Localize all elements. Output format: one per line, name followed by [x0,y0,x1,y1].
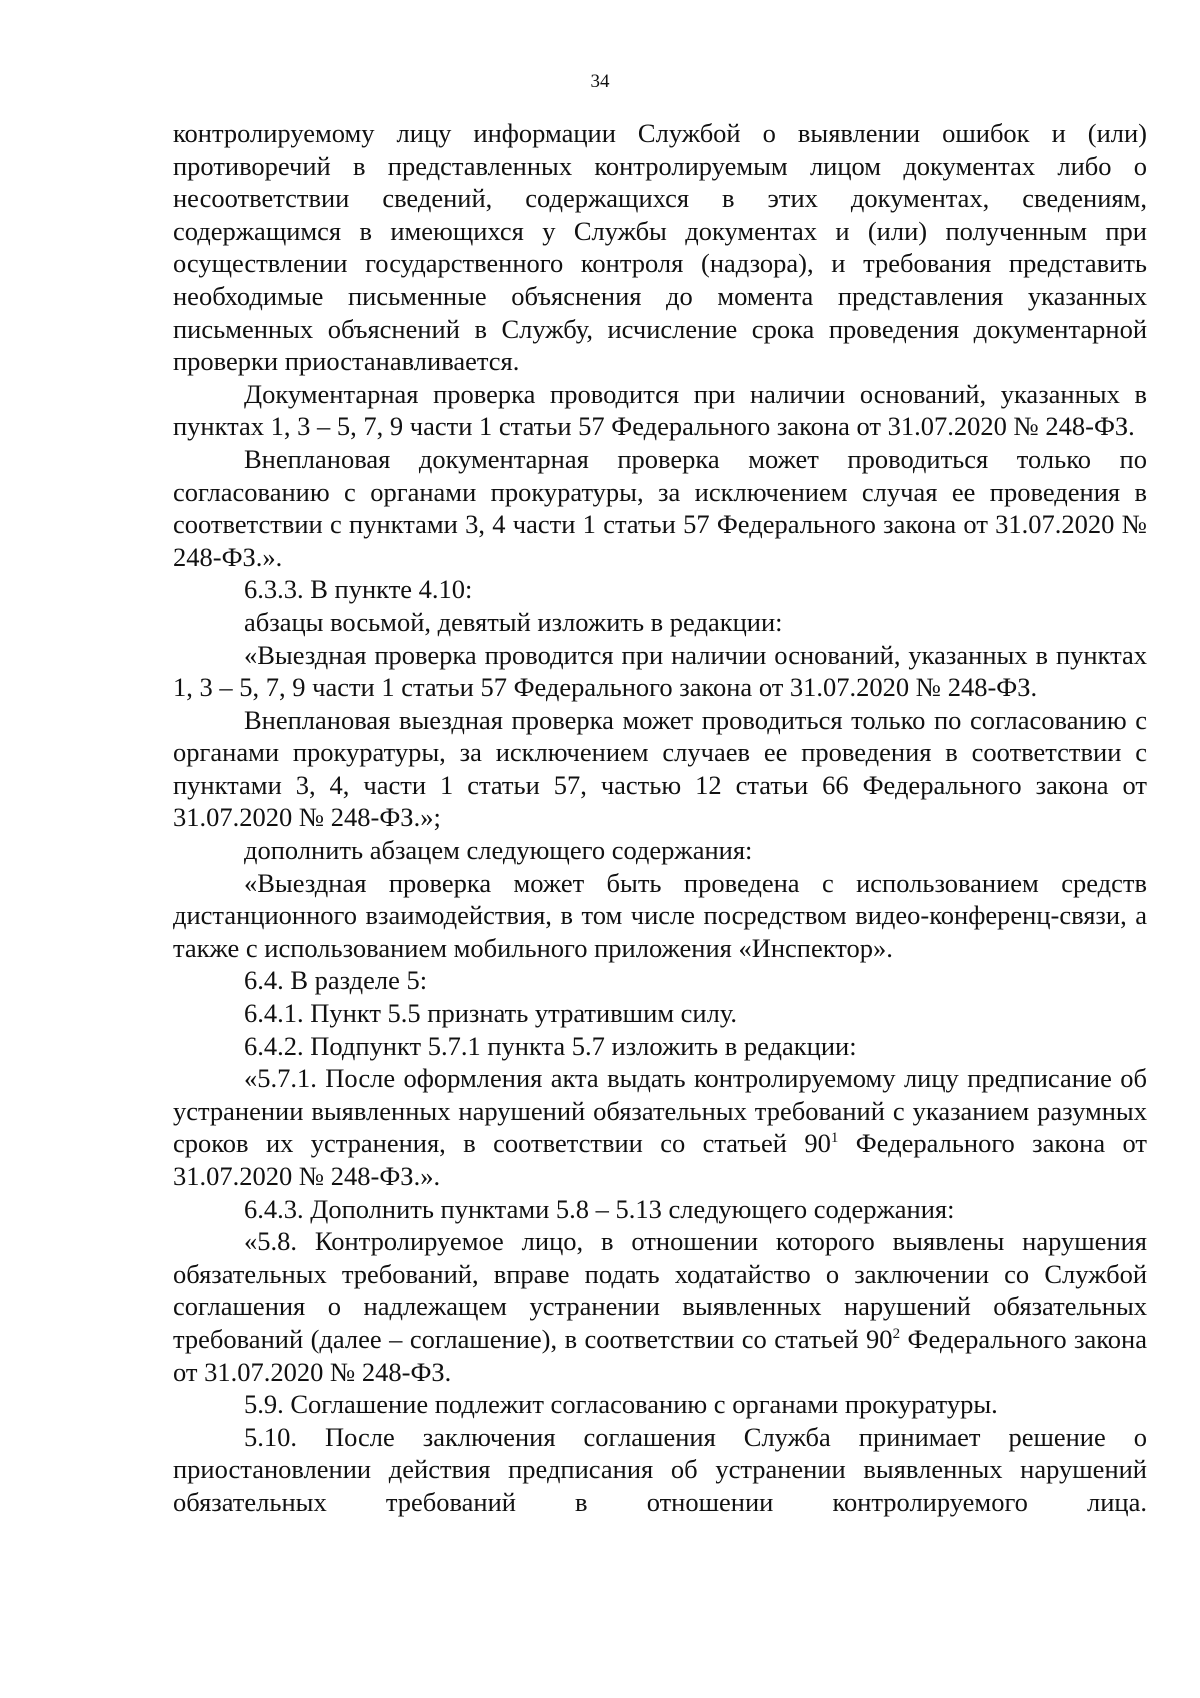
paragraph-paragraphs-eight-nine: абзацы восьмой, девятый изложить в редакции: [244,606,783,637]
paragraph-unscheduled-documentary-check: Внеплановая документарная проверка может проводиться только по согласованию с органами прокуратуры, за исключением случая ее проведения в соответствии с пунктами 3, 4 части 1 статьи 57 Федерального закона от 31.07.2020 № 248-ФЗ.». [173,443,1147,572]
paragraph-continuation: контролируемому лицу информации Службой о выявлении ошибок и (или) противоречий в представленных контролируемым лицом документах либо о несоответствии сведений, содержащихся в этих документах, сведениям, содержащимся в имеющихся у Службы документах и (или) полученным при осуществлении государственного контроля (надзора), и требования представить необходимые письменные объяснения до момента представления указанных письменных объяснений в Службу, исчисление срока проведения документарной проверки приостанавливается. [173,118,1147,377]
footnote-superscript-1: 1 [830,1130,839,1147]
paragraph-5-10: 5.10. После заключения соглашения Служба принимает решение о приостановлении действия предписания об устранении выявленных нарушений обязательных требований в отношении контролируемого лица. [173,1421,1147,1517]
footnote-superscript-2: 2 [892,1326,901,1343]
paragraph-remote-interaction: «Выездная проверка может быть проведена с использованием средств дистанционного взаимодействия, в том числе посредством видео-конференц-связи, а также с использованием мобильного приложения «Инспектор». [173,867,1147,963]
paragraph-add-paragraph: дополнить абзацем следующего содержания: [244,835,753,866]
paragraph-documentary-check-grounds: Документарная проверка проводится при наличии оснований, указанных в пунктах 1, 3 – 5, 7, 9 части 1 статьи 57 Федерального закона от 31.07.2020 № 248-ФЗ. [173,378,1147,442]
paragraph-5-7-1 [173,1062,1147,1192]
paragraph-5-8 [173,1225,1147,1388]
page-number: 34 [590,71,610,92]
document-body [173,117,1147,1519]
paragraph-5-7-1-tail: Федерального закона от 31.07.2020 № 248-ФЗ.». [173,1128,1147,1191]
paragraph-5-8-text: «5.8. Контролируемое лицо, в отношении которого выявлены нарушения обязательных требований, вправе подать ходатайство о заключении со Службой соглашения о надлежащем устранении выявленных нарушений обязательных требований (далее – соглашение), в соответствии со статьей 90 [173,1226,1147,1354]
paragraph-5-7-1-text: «5.7.1. После оформления акта выдать контролируемому лицу предписание об устранении выявленных нарушений обязательных требований с указанием разумных сроков их устранения, в соответствии со статьей 90 [173,1063,1147,1159]
paragraph-5-9: 5.9. Соглашение подлежит согласованию с органами прокуратуры. [244,1389,998,1420]
paragraph-6-4: 6.4. В разделе 5: [244,965,428,996]
paragraph-6-4-3: 6.4.3. Дополнить пунктами 5.8 – 5.13 следующего содержания: [244,1193,955,1224]
paragraph-5-8-tail: Федерального закона от 31.07.2020 № 248-ФЗ. [173,1323,1147,1387]
paragraph-unscheduled-onsite-check: Внеплановая выездная проверка может проводиться только по согласованию с органами прокуратуры, за исключением случаев ее проведения в соответствии с пунктами 3, 4, части 1 статьи 57, частью 12 статьи 66 Федерального закона от 31.07.2020 № 248-ФЗ.»; [173,704,1147,833]
paragraph-6-4-2: 6.4.2. Подпункт 5.7.1 пункта 5.7 изложить в редакции: [244,1030,857,1061]
paragraph-onsite-check-grounds: «Выездная проверка проводится при наличии оснований, указанных в пунктах 1, 3 – 5, 7, 9 части 1 статьи 57 Федерального закона от 31.07.2020 № 248-ФЗ. [173,639,1147,703]
paragraph-6-4-1: 6.4.1. Пункт 5.5 признать утратившим силу. [244,998,738,1029]
paragraph-6-3-3: 6.3.3. В пункте 4.10: [244,574,473,605]
